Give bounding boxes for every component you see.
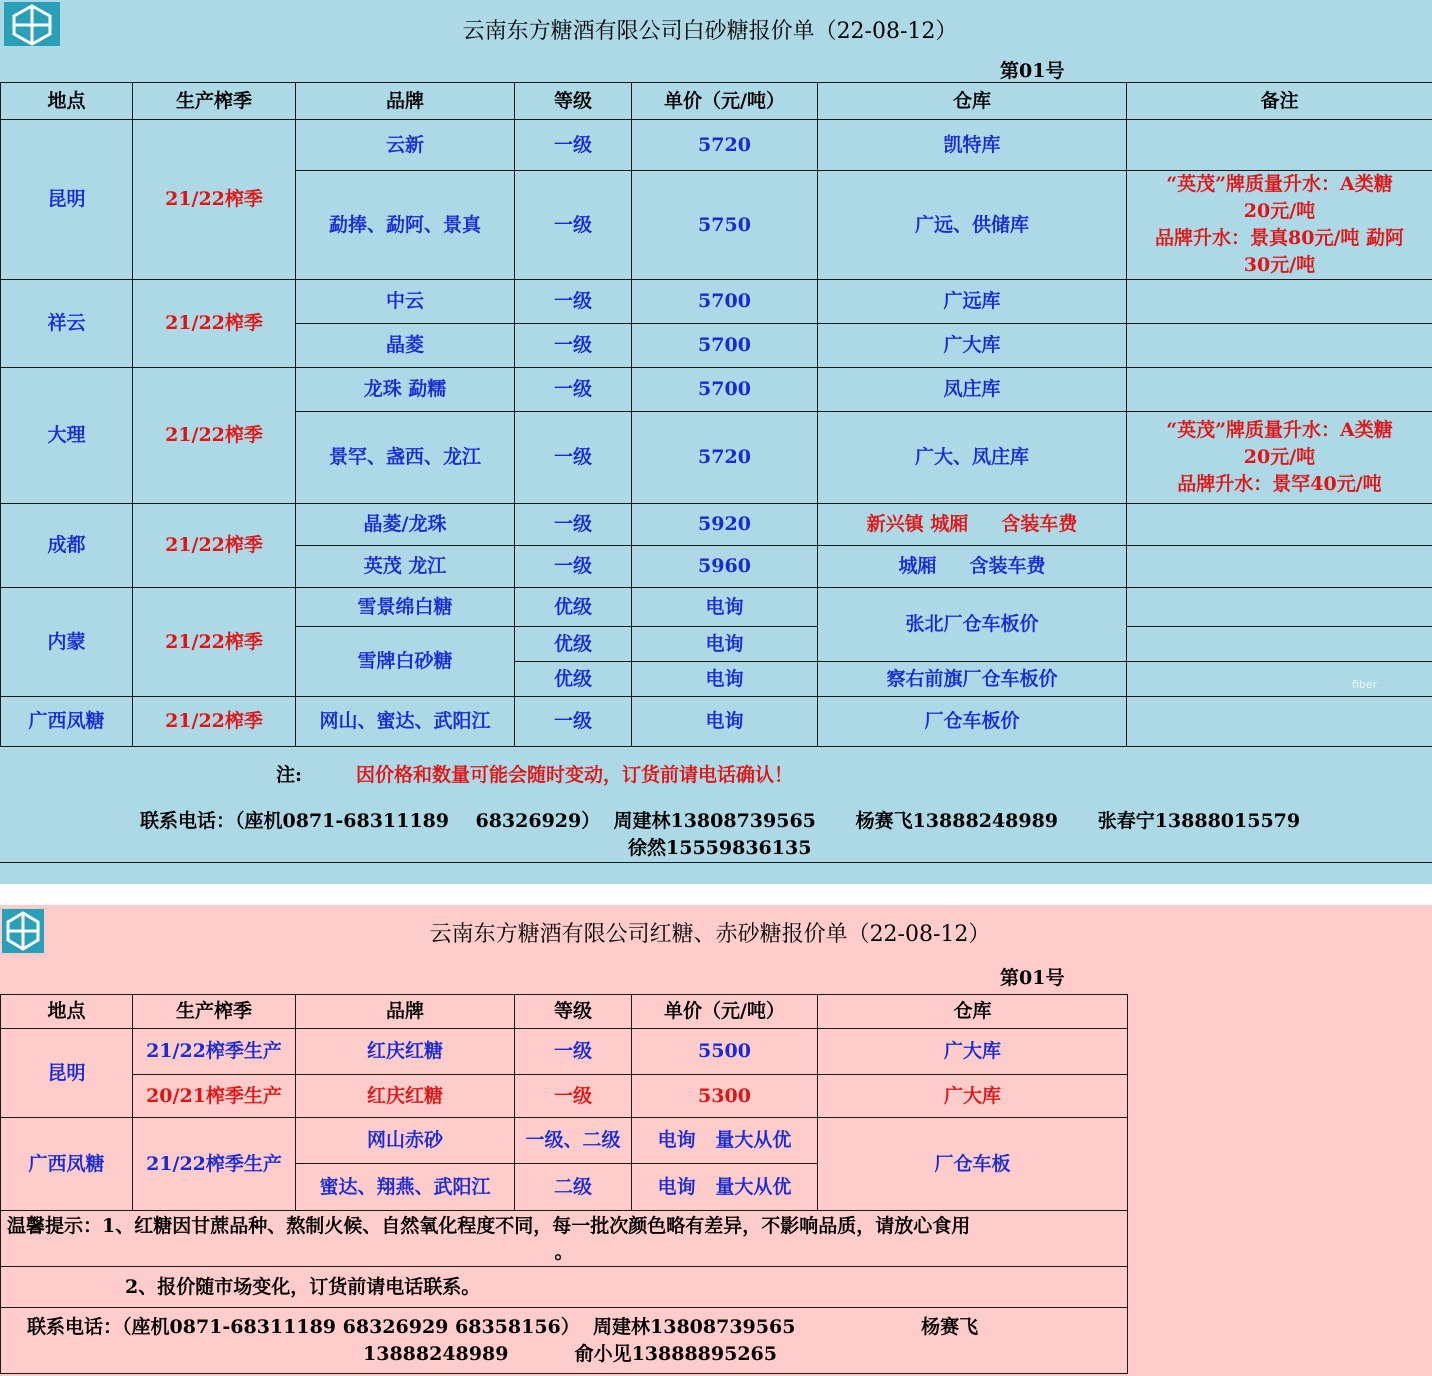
price-cell: 电询 [632,697,818,747]
price-cell: 电询 量大从优 [632,1164,818,1211]
table-header [1,83,1432,120]
season-cell: 21/22榨季 [133,588,296,697]
brand-cell: 蜜达、翔燕、武阳江 [296,1164,515,1211]
grade-cell: 一级 [515,412,632,504]
brand-cell: 中云 [296,280,515,324]
price-cell: 5720 [632,412,818,504]
warehouse-cell: 厂仓车板 [818,1118,1128,1211]
brand-cell: 英茂 龙江 [296,546,515,588]
serial-number: 第01号 [1000,60,1065,82]
contact-info: 联系电话：（座机0871-68311189 68326929） 周建林13808739565 杨赛飞13888248989 张春宁13888015579 [140,810,1301,832]
remark-line: “英茂”牌质量升水：A类糖 [1166,419,1393,441]
tip-cell [1,1211,1128,1267]
remarks-cell [1127,412,1432,504]
header-brand: 品牌 [296,83,515,120]
grade-cell: 一级 [515,1075,632,1118]
table-row [1,1118,1128,1164]
table-row [1,1029,1128,1075]
price-cell: 电询 [632,588,818,627]
grade-cell: 优级 [515,662,632,697]
brand-cell: 云新 [296,120,515,171]
header-season: 生产榨季 [133,995,296,1029]
price-cell: 5700 [632,280,818,324]
table-row [1,504,1432,546]
grade-cell: 一级 [515,546,632,588]
price-cell: 5500 [632,1029,818,1075]
grade-cell: 一级 [515,697,632,747]
header-location: 地点 [1,995,133,1029]
warehouse-cell: 凯特库 [818,120,1127,171]
company-logo-icon [4,2,60,46]
header-grade: 等级 [515,83,632,120]
season-cell: 21/22榨季生产 [133,1029,296,1075]
brand-cell: 勐捧、勐阿、景真 [296,171,515,280]
grade-cell: 优级 [515,588,632,627]
grade-cell: 一级 [515,504,632,546]
remarks-cell [1127,280,1432,324]
header-location: 地点 [1,83,133,120]
contact-row [1,1308,1128,1374]
table-row [1,368,1432,412]
warehouse-cell: 广大库 [818,1075,1128,1118]
location-cell: 昆明 [1,120,133,280]
remarks-cell [1127,368,1432,412]
table-row [1,588,1432,627]
location-cell: 广西凤糖 [1,1118,133,1211]
table-row [1,697,1432,747]
location-cell: 大理 [1,368,133,504]
brand-cell: 晶菱 [296,324,515,368]
header-grade: 等级 [515,995,632,1029]
tip-line: 温馨提示：1、红糖因甘蔗品种、熬制火候、自然氧化程度不同，每一批次颜色略有差异，不影响品质，请放心食用 [7,1214,971,1237]
remarks-cell [1127,627,1432,662]
remark-line: 品牌升水：景罕40元/吨 [1177,473,1382,495]
price-cell: 5700 [632,368,818,412]
contact-info: 联系电话：（座机0871-68311189 68326929 68358156） 周建林13808739565 杨赛飞 [27,1315,979,1338]
brand-cell: 雪景绵白糖 [296,588,515,627]
remarks-cell [1127,662,1432,697]
warehouse-cell: 察右前旗厂仓车板价 [818,662,1127,697]
page-title: 云南东方糖酒有限公司红糖、赤砂糖报价单（22-08-12） [429,922,991,947]
warehouse-cell: 凤庄库 [818,368,1127,412]
remarks-cell [1127,697,1432,747]
location-cell: 内蒙 [1,588,133,697]
price-cell: 电询 [632,662,818,697]
remarks-cell [1127,120,1432,171]
price-cell: 5720 [632,120,818,171]
remark-line: 品牌升水：景真80元/吨 勐阿 [1155,227,1404,249]
price-cell: 电询 [632,627,818,662]
header-season: 生产榨季 [133,83,296,120]
table-row [1,120,1432,171]
contact-info-line2: 13888248989 俞小见13888895265 [363,1342,777,1365]
brand-cell: 网山赤砂 [296,1118,515,1164]
brand-cell: 晶菱/龙珠 [296,504,515,546]
note-text: 因价格和数量可能会随时变动，订货前请电话确认！ [356,764,794,786]
grade-cell: 一级 [515,368,632,412]
remarks-cell [1127,546,1432,588]
brand-cell: 网山、蜜达、武阳江 [296,697,515,747]
location-cell: 昆明 [1,1029,133,1118]
season-cell: 21/22榨季生产 [133,1118,296,1211]
price-cell: 电询 量大从优 [632,1118,818,1164]
grade-cell: 二级 [515,1164,632,1211]
contact-cell [1,1308,1128,1374]
table-header [1,995,1128,1029]
table-row [1,1075,1128,1118]
tip-line: 。 [554,1240,574,1263]
header-warehouse: 仓库 [818,995,1128,1029]
remark-line: 20元/吨 [1243,200,1316,222]
warehouse-cell: 广大、凤庄库 [818,412,1127,504]
divider [0,862,1432,863]
location-cell: 成都 [1,504,133,588]
price-cell: 5700 [632,324,818,368]
contact-info-line2: 徐然15559836135 [628,837,812,859]
brand-cell: 红庆红糖 [296,1029,515,1075]
remark-line: 30元/吨 [1243,254,1316,276]
season-cell: 21/22榨季 [133,368,296,504]
grade-cell: 一级 [515,324,632,368]
tip-row [1,1211,1128,1267]
remarks-cell [1127,171,1432,280]
remark-line: “英茂”牌质量升水：A类糖 [1166,173,1393,195]
warehouse-cell: 厂仓车板价 [818,697,1127,747]
grade-cell: 一级 [515,120,632,171]
grade-cell: 优级 [515,627,632,662]
header-price: 单价（元/吨） [632,995,818,1029]
grade-cell: 一级 [515,280,632,324]
remarks-cell [1127,324,1432,368]
table-row [1,280,1432,324]
header-remarks: 备注 [1127,83,1432,120]
red-sugar-table [0,994,1128,1374]
location-cell: 祥云 [1,280,133,368]
season-cell: 21/22榨季 [133,697,296,747]
season-cell: 21/22榨季 [133,120,296,280]
red-sugar-section [0,905,1432,1376]
warehouse-cell: 广大库 [818,1029,1128,1075]
company-logo-icon [2,909,44,953]
location-cell: 广西凤糖 [1,697,133,747]
price-cell: 5920 [632,504,818,546]
tip-row [1,1267,1128,1308]
tip-cell: 2、报价随市场变化，订货前请电话联系。 [1,1267,1128,1308]
warehouse-cell: 新兴镇 城厢 含装车费 [818,504,1127,546]
warehouse-cell: 广大库 [818,324,1127,368]
page-title: 云南东方糖酒有限公司白砂糖报价单（22-08-12） [462,19,958,44]
price-cell: 5750 [632,171,818,280]
remark-line: 20元/吨 [1243,446,1316,468]
header-brand: 品牌 [296,995,515,1029]
white-sugar-table [0,82,1432,747]
warehouse-cell: 城厢 含装车费 [818,546,1127,588]
season-cell: 21/22榨季 [133,280,296,368]
serial-number: 第01号 [1000,967,1065,989]
grade-cell: 一级 [515,171,632,280]
price-cell: 5300 [632,1075,818,1118]
grade-cell: 一级、二级 [515,1118,632,1164]
grade-cell: 一级 [515,1029,632,1075]
watermark: fiber [1352,678,1378,691]
header-price: 单价（元/吨） [632,83,818,120]
remarks-cell [1127,588,1432,627]
remarks-cell [1127,504,1432,546]
warehouse-cell: 张北厂仓车板价 [818,588,1127,662]
season-cell: 20/21榨季生产 [133,1075,296,1118]
brand-cell: 景罕、盏西、龙江 [296,412,515,504]
warehouse-cell: 广远库 [818,280,1127,324]
brand-cell: 雪牌白砂糖 [296,627,515,697]
warehouse-cell: 广远、供储库 [818,171,1127,280]
brand-cell: 龙珠 勐糯 [296,368,515,412]
brand-cell: 红庆红糖 [296,1075,515,1118]
note-label: 注: [276,764,303,786]
season-cell: 21/22榨季 [133,504,296,588]
price-cell: 5960 [632,546,818,588]
header-warehouse: 仓库 [818,83,1127,120]
